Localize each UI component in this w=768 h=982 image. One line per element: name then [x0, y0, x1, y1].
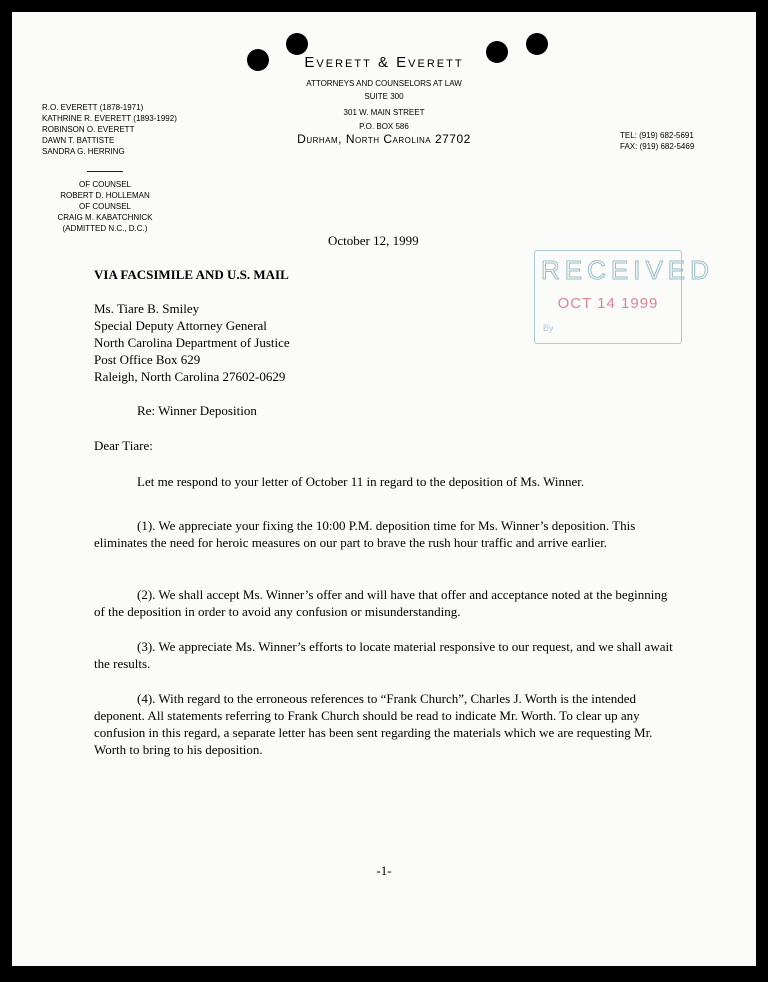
firm-suite: SUITE 300	[364, 92, 404, 101]
recipient-line: Raleigh, North Carolina 27602-0629	[94, 369, 286, 384]
firm-tagline: ATTORNEYS AND COUNSELORS AT LAW	[306, 79, 462, 88]
letter-date: October 12, 1999	[328, 233, 419, 248]
body-paragraph: (1). We appreciate your fixing the 10:00 P.M. deposition time for Ms. Winner’s deposition. This eliminates the need for heroic measures on our part to brave the rush hour traffic and arrive earlier.	[94, 518, 636, 550]
stamp-word: RECEIVED	[541, 255, 714, 285]
page-number: -1-	[376, 863, 392, 878]
firm-po-box: P.O. BOX 586	[359, 122, 409, 131]
punch-hole-icon	[526, 33, 548, 55]
partner-name: ROBINSON O. EVERETT	[42, 125, 135, 134]
salutation: Dear Tiare:	[94, 438, 153, 453]
partner-name: SANDRA G. HERRING	[42, 147, 125, 156]
counsel-line: ROBERT D. HOLLEMAN	[60, 191, 150, 200]
telephone: TEL: (919) 682-5691	[620, 131, 694, 140]
body-paragraph: (3). We appreciate Ms. Winner’s efforts to locate material responsive to our request, and we shall await the results.	[94, 639, 673, 671]
of-counsel-list	[42, 179, 168, 234]
firm-street: 301 W. MAIN STREET	[343, 108, 425, 117]
stamp-date: OCT 14 1999	[557, 295, 659, 312]
recipient-line: Special Deputy Attorney General	[94, 318, 267, 333]
firm-city: Durham, North Carolina 27702	[297, 132, 471, 146]
contact-block	[620, 130, 694, 152]
counsel-line: (ADMITTED N.C., D.C.)	[62, 224, 148, 233]
subject-line: Re: Winner Deposition	[137, 403, 257, 418]
counsel-line: OF COUNSEL	[78, 202, 131, 211]
recipient-line: North Carolina Department of Justice	[94, 335, 290, 350]
body-paragraph: Let me respond to your letter of October 11 in regard to the deposition of Ms. Winner.	[137, 474, 585, 489]
partner-name: R.O. EVERETT (1878-1971)	[42, 103, 144, 112]
partner-list	[42, 102, 177, 157]
punch-hole-icon	[286, 33, 308, 55]
divider	[87, 171, 123, 172]
partner-name: DAWN T. BATTISTE	[42, 136, 115, 145]
partner-name: KATHRINE R. EVERETT (1893-1992)	[42, 114, 177, 123]
counsel-line: CRAIG M. KABATCHNICK	[57, 213, 153, 222]
fax: FAX: (919) 682-5469	[620, 142, 695, 151]
recipient-line: Post Office Box 629	[94, 352, 201, 367]
firm-name: Everett & Everett	[304, 54, 464, 71]
stamp-by: By	[543, 323, 554, 333]
recipient-address	[94, 300, 290, 385]
counsel-line: OF COUNSEL	[78, 180, 131, 189]
body-paragraph: (4). With regard to the erroneous references to “Frank Church”, Charles J. Worth is the intended deponent. All statements referring to Frank Church should be read to indicate Mr. Worth. To clear up any confusion in this regard, a separate letter has been sent regarding the materials which we are requesting Mr. Worth to bring to his deposition.	[94, 691, 653, 757]
recipient-line: Ms. Tiare B. Smiley	[94, 301, 200, 316]
received-stamp	[534, 250, 714, 344]
letter-page	[12, 12, 756, 966]
body-paragraph: (2). We shall accept Ms. Winner’s offer and will have that offer and acceptance noted at the beginning of the deposition in order to avoid any confusion or misunderstanding.	[94, 587, 668, 619]
delivery-method: VIA FACSIMILE AND U.S. MAIL	[94, 267, 289, 282]
